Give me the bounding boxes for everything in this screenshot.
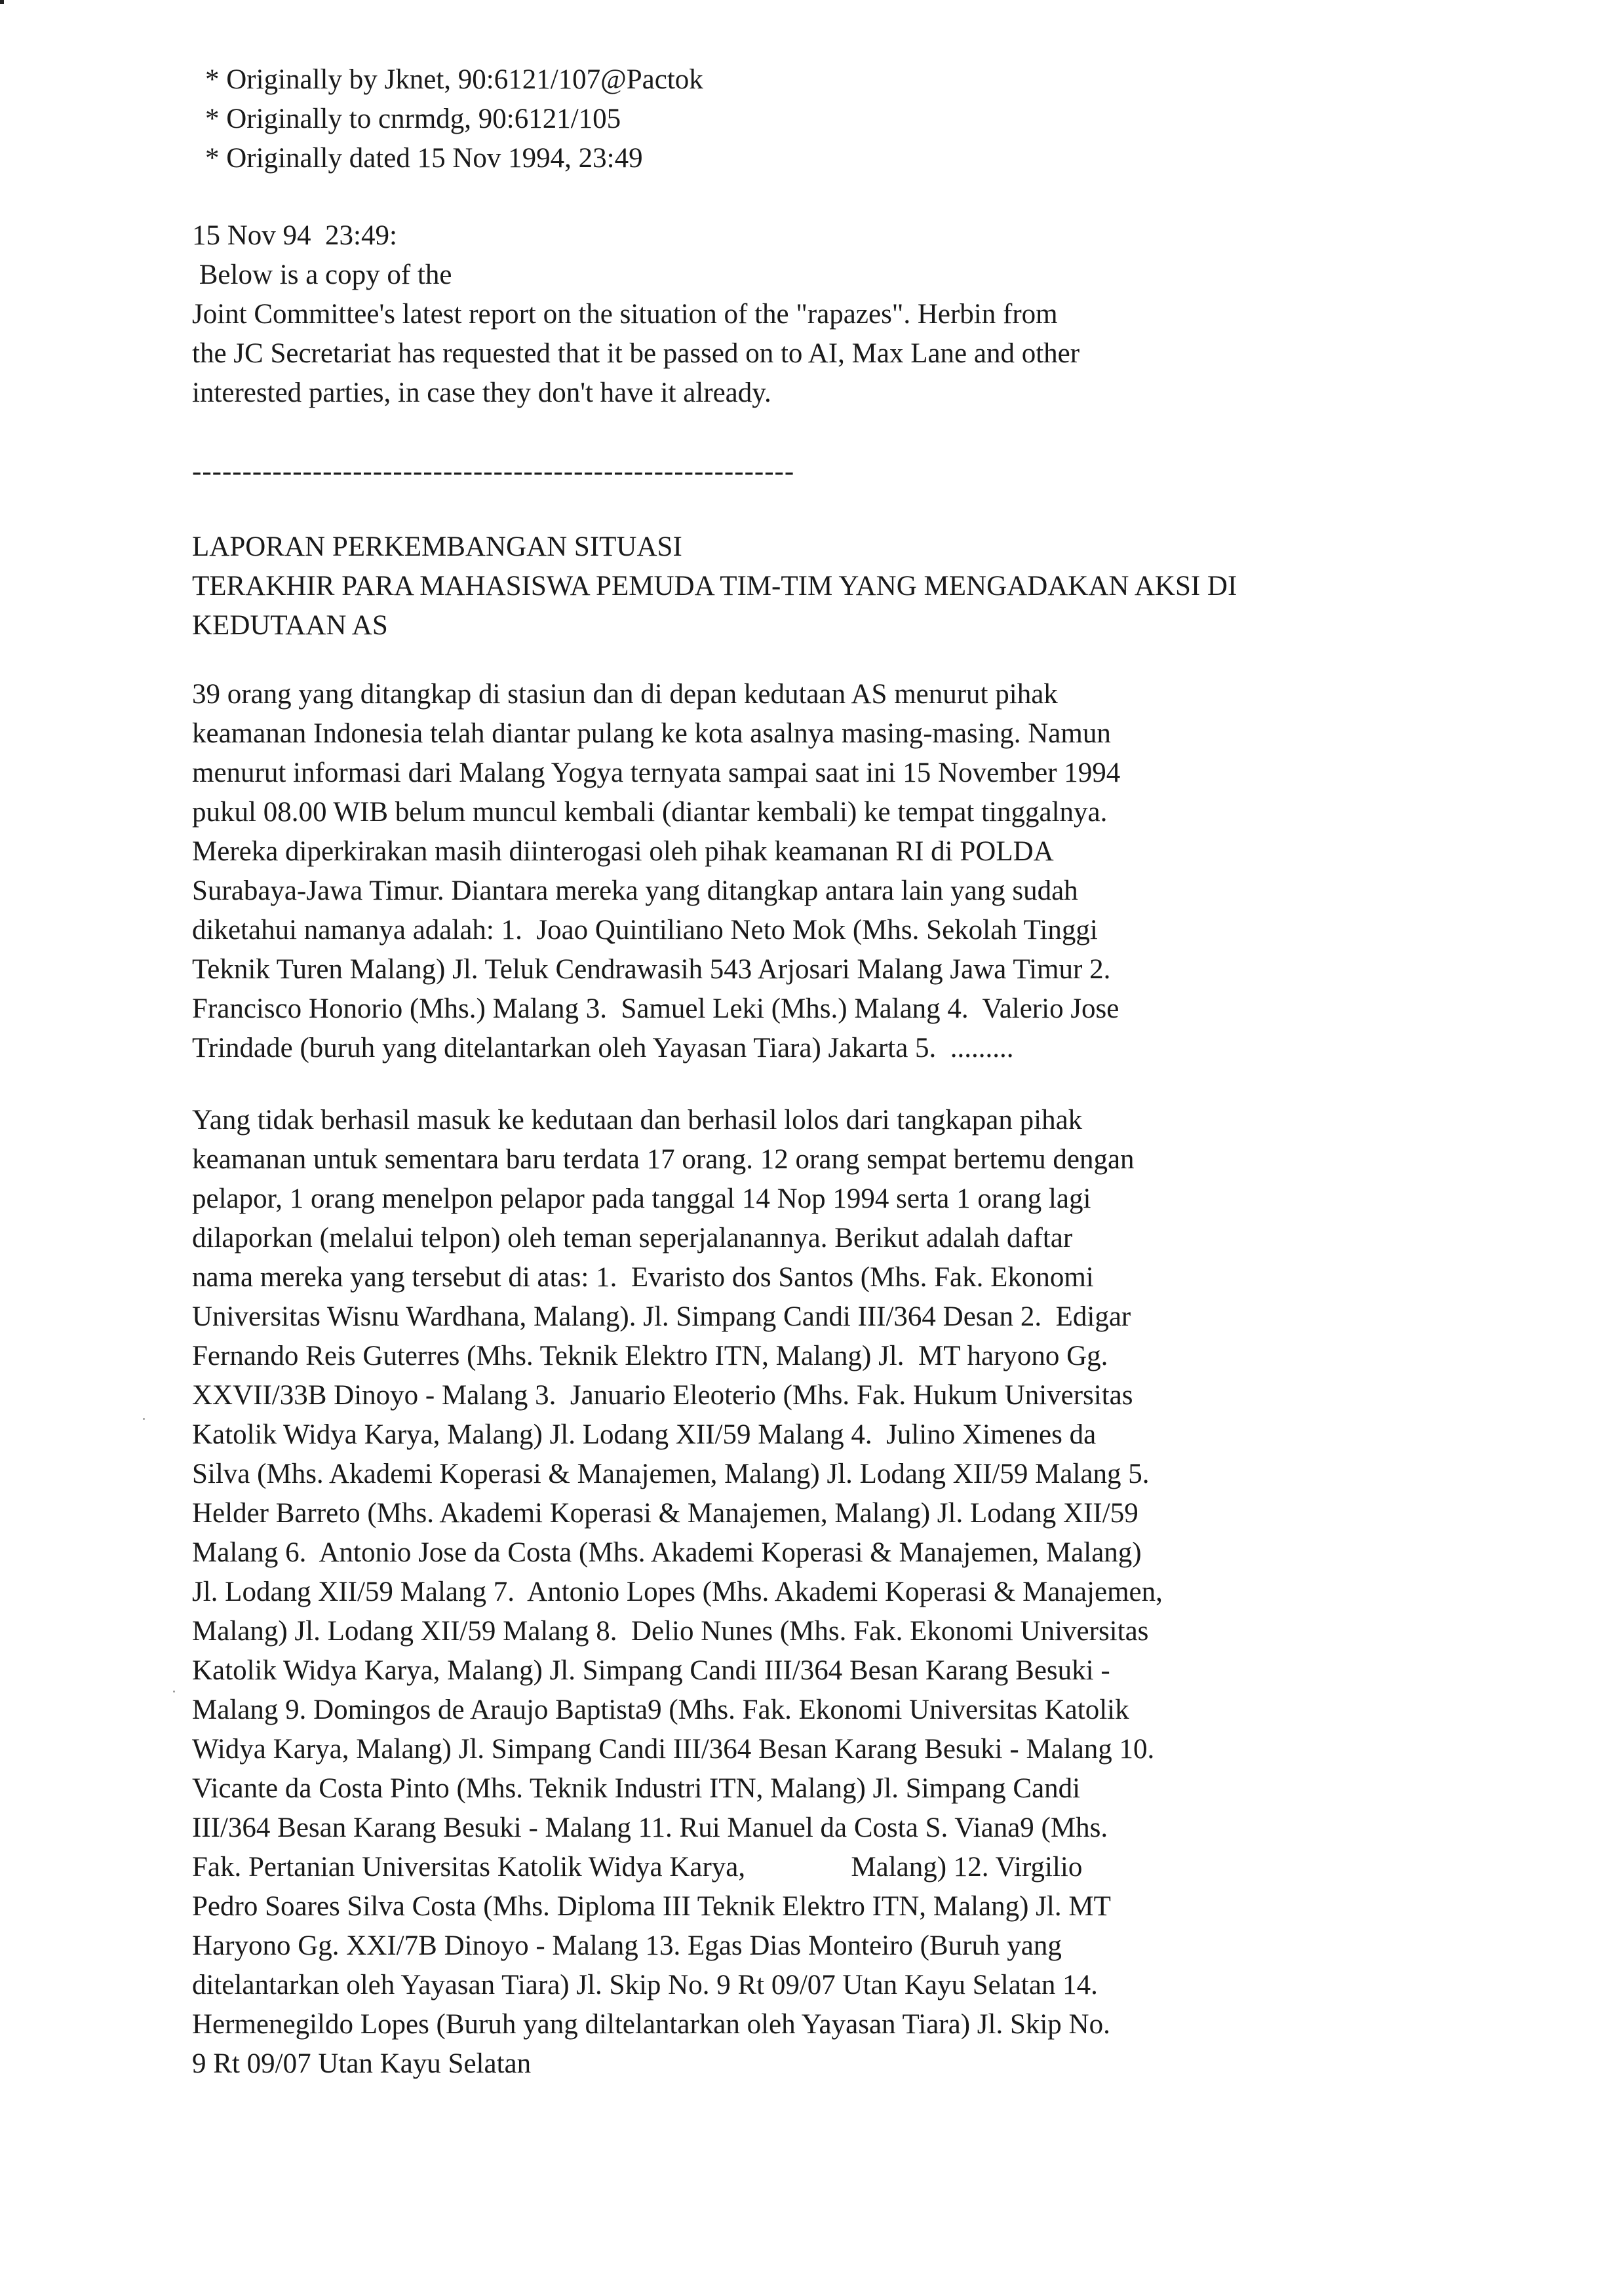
scan-corner-mark bbox=[0, 0, 4, 4]
title-line: TERAKHIR PARA MAHASISWA PEMUDA TIM-TIM YANG MENGADAKAN AKSI DI bbox=[192, 571, 1237, 602]
intro-line: the JC Secretariat has requested that it be passed on to AI, Max Lane and other bbox=[192, 338, 1080, 369]
intro-text bbox=[192, 216, 1503, 413]
message-header bbox=[192, 60, 1516, 178]
paragraph-escaped bbox=[192, 1101, 1503, 2084]
title-line: LAPORAN PERKEMBANGAN SITUASI bbox=[192, 531, 682, 562]
header-line: * Originally by Jknet, 90:6121/107@Pactok bbox=[205, 64, 703, 95]
paragraph-line: Malang 6. Antonio Jose da Costa (Mhs. Akademi Koperasi & Manajemen, Malang) bbox=[192, 1537, 1142, 1568]
paragraph-line: Vicante da Costa Pinto (Mhs. Teknik Industri ITN, Malang) Jl. Simpang Candi bbox=[192, 1773, 1081, 1804]
scan-speck bbox=[143, 1418, 145, 1420]
paragraph-line: Katolik Widya Karya, Malang) Jl. Lodang XII/59 Malang 4. Julino Ximenes da bbox=[192, 1419, 1097, 1450]
separator-line bbox=[192, 452, 1503, 491]
paragraph-line: pukul 08.00 WIB belum muncul kembali (diantar kembali) ke tempat tinggalnya. bbox=[192, 797, 1108, 828]
paragraph-line: Teknik Turen Malang) Jl. Teluk Cendrawasih 543 Arjosari Malang Jawa Timur 2. bbox=[192, 954, 1111, 985]
intro-line: interested parties, in case they don't have it already. bbox=[192, 377, 771, 408]
scan-speck bbox=[173, 1691, 175, 1693]
paragraph-line: Pedro Soares Silva Costa (Mhs. Diploma III Teknik Elektro ITN, Malang) Jl. MT bbox=[192, 1891, 1111, 1922]
paragraph-line: Fernando Reis Guterres (Mhs. Teknik Elektro ITN, Malang) Jl. MT haryono Gg. bbox=[192, 1341, 1108, 1371]
paragraph-line: ditelantarkan oleh Yayasan Tiara) Jl. Skip No. 9 Rt 09/07 Utan Kayu Selatan 14. bbox=[192, 1970, 1098, 2000]
paragraph-line: nama mereka yang tersebut di atas: 1. Evaristo dos Santos (Mhs. Fak. Ekonomi bbox=[192, 1262, 1094, 1293]
paragraph-line: Hermenegildo Lopes (Buruh yang diltelantarkan oleh Yayasan Tiara) Jl. Skip No. bbox=[192, 2009, 1110, 2040]
paragraph-line: 39 orang yang ditangkap di stasiun dan di depan kedutaan AS menurut pihak bbox=[192, 679, 1058, 710]
paragraph-line: keamanan untuk sementara baru terdata 17 orang. 12 orang sempat bertemu dengan bbox=[192, 1144, 1135, 1175]
paragraph-line: Mereka diperkirakan masih diinterogasi oleh pihak keamanan RI di POLDA bbox=[192, 836, 1054, 867]
paragraph-line: Katolik Widya Karya, Malang) Jl. Simpang Candi III/364 Besan Karang Besuki - bbox=[192, 1655, 1110, 1686]
paragraph-line: Silva (Mhs. Akademi Koperasi & Manajemen, Malang) Jl. Lodang XII/59 Malang 5. bbox=[192, 1459, 1150, 1489]
paragraph-line: Malang 9. Domingos de Araujo Baptista9 (Mhs. Fak. Ekonomi Universitas Katolik bbox=[192, 1694, 1129, 1725]
header-line: * Originally to cnrmdg, 90:6121/105 bbox=[205, 104, 621, 134]
intro-line: 15 Nov 94 23:49: bbox=[192, 220, 397, 251]
paragraph-line: Yang tidak berhasil masuk ke kedutaan dan berhasil lolos dari tangkapan pihak bbox=[192, 1105, 1083, 1136]
paragraph-line: Widya Karya, Malang) Jl. Simpang Candi III/364 Besan Karang Besuki - Malang 10. bbox=[192, 1734, 1155, 1765]
title-line: KEDUTAAN AS bbox=[192, 610, 388, 641]
paragraph-line: Universitas Wisnu Wardhana, Malang). Jl. Simpang Candi III/364 Desan 2. Edigar bbox=[192, 1301, 1131, 1332]
separator-text: ------------------------------------------------------------ bbox=[192, 456, 795, 487]
header-line: * Originally dated 15 Nov 1994, 23:49 bbox=[205, 143, 643, 174]
paragraph-line: Fak. Pertanian Universitas Katolik Widya Karya, Malang) 12. Virgilio bbox=[192, 1852, 1083, 1883]
paragraph-line: Haryono Gg. XXI/7B Dinoyo - Malang 13. Egas Dias Monteiro (Buruh yang bbox=[192, 1930, 1062, 1961]
paragraph-line: Surabaya-Jawa Timur. Diantara mereka yang ditangkap antara lain yang sudah bbox=[192, 875, 1078, 906]
paragraph-line: Malang) Jl. Lodang XII/59 Malang 8. Delio Nunes (Mhs. Fak. Ekonomi Universitas bbox=[192, 1616, 1149, 1647]
paragraph-line: menurut informasi dari Malang Yogya ternyata sampai saat ini 15 November 1994 bbox=[192, 757, 1121, 788]
paragraph-line: XXVII/33B Dinoyo - Malang 3. Januario Eleoterio (Mhs. Fak. Hukum Universitas bbox=[192, 1380, 1133, 1411]
report-title bbox=[192, 527, 1503, 645]
intro-line: Joint Committee's latest report on the situation of the "rapazes". Herbin from bbox=[192, 299, 1058, 330]
paragraph-arrested bbox=[192, 675, 1503, 1068]
paragraph-line: 9 Rt 09/07 Utan Kayu Selatan bbox=[192, 2048, 532, 2079]
paragraph-line: dilaporkan (melalui telpon) oleh teman seperjalanannya. Berikut adalah daftar bbox=[192, 1223, 1073, 1253]
paragraph-line: Trindade (buruh yang ditelantarkan oleh Yayasan Tiara) Jakarta 5. ......... bbox=[192, 1033, 1014, 1063]
paragraph-line: Helder Barreto (Mhs. Akademi Koperasi & Manajemen, Malang) Jl. Lodang XII/59 bbox=[192, 1498, 1138, 1529]
paragraph-line: keamanan Indonesia telah diantar pulang ke kota asalnya masing-masing. Namun bbox=[192, 718, 1111, 749]
paragraph-line: III/364 Besan Karang Besuki - Malang 11. Rui Manuel da Costa S. Viana9 (Mhs. bbox=[192, 1812, 1108, 1843]
paragraph-line: Francisco Honorio (Mhs.) Malang 3. Samuel Leki (Mhs.) Malang 4. Valerio Jose bbox=[192, 993, 1119, 1024]
paragraph-line: diketahui namanya adalah: 1. Joao Quintiliano Neto Mok (Mhs. Sekolah Tinggi bbox=[192, 915, 1098, 946]
paragraph-line: pelapor, 1 orang menelpon pelapor pada tanggal 14 Nop 1994 serta 1 orang lagi bbox=[192, 1183, 1091, 1214]
intro-line: Below is a copy of the bbox=[192, 259, 452, 290]
paragraph-line: Jl. Lodang XII/59 Malang 7. Antonio Lopes (Mhs. Akademi Koperasi & Manajemen, bbox=[192, 1577, 1163, 1607]
